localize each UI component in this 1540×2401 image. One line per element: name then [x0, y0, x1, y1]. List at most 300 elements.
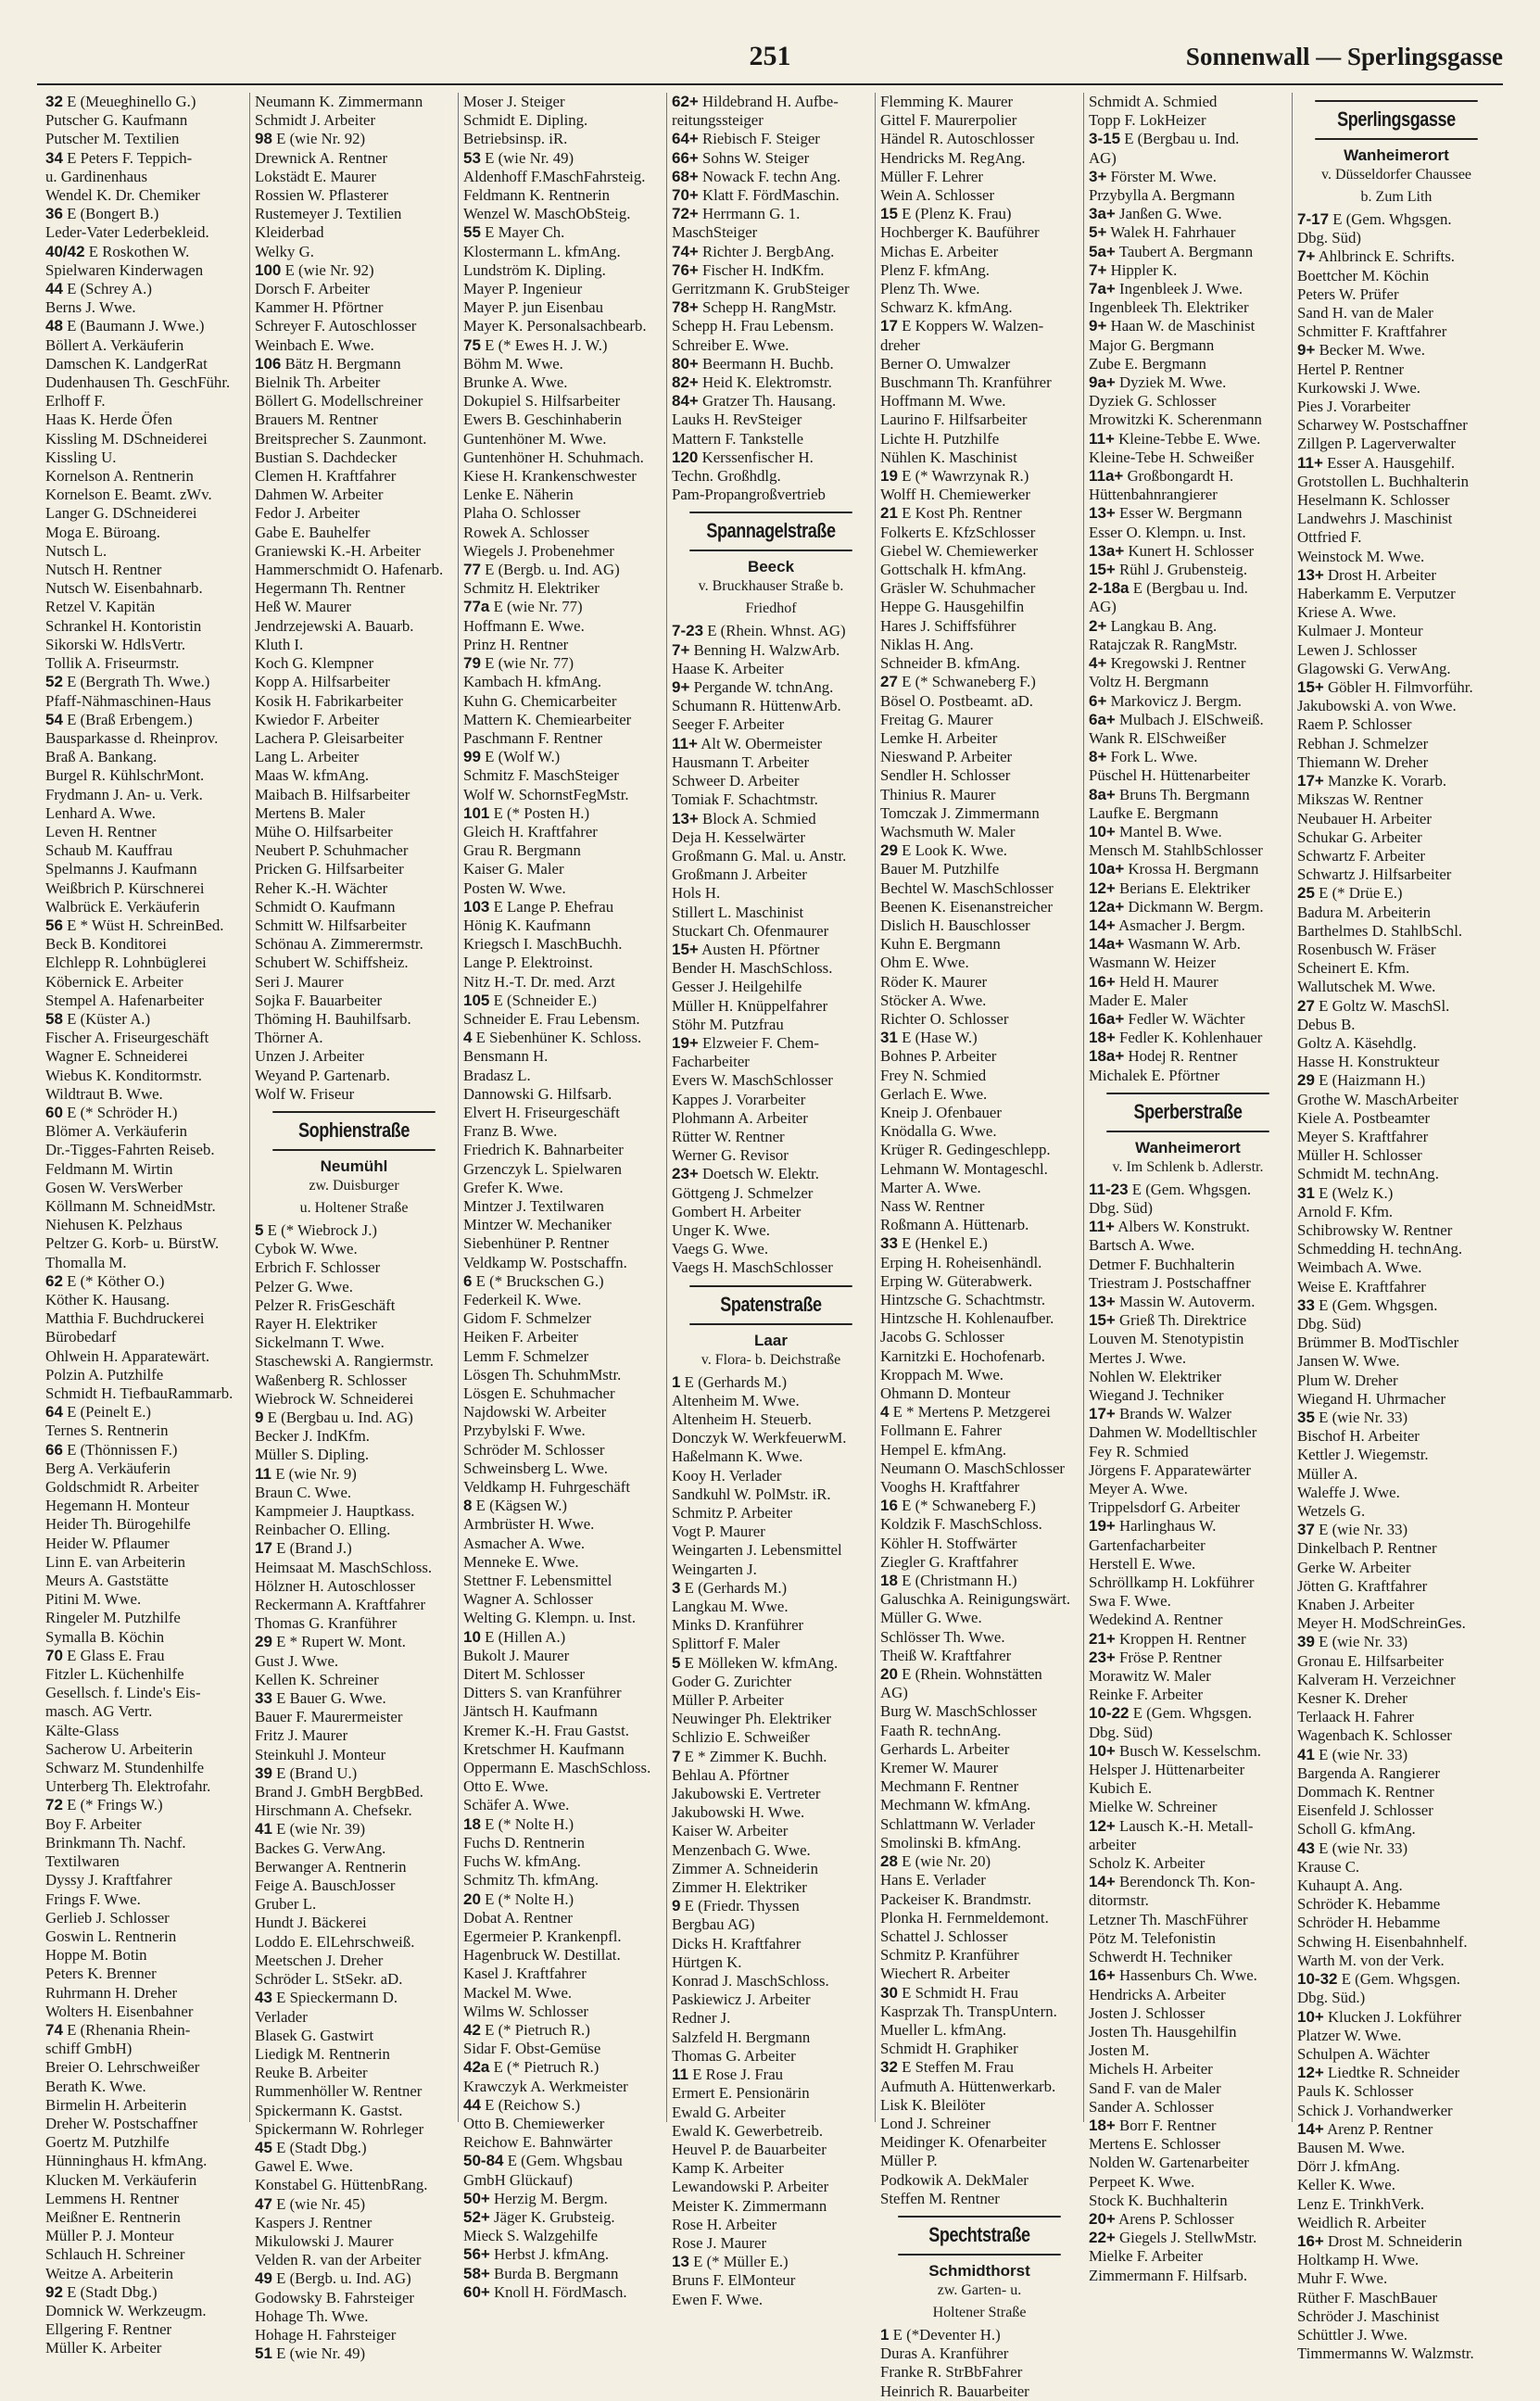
- entry-text: Gombert H. Arbeiter: [672, 1202, 802, 1220]
- entry-text: Müller H. Schlosser: [1297, 1146, 1422, 1165]
- entry-text: Kubich E.: [1089, 1779, 1153, 1798]
- directory-entry: [45, 841, 245, 860]
- house-number: 8a+: [1089, 785, 1116, 803]
- entry-text: Schlattmann W. Verlader: [880, 1814, 1035, 1833]
- directory-entry: [45, 1422, 245, 1440]
- entry-text: Kriegsch I. MaschBuchh.: [463, 935, 623, 954]
- entry-text: E (* Ewes H. J. W.): [485, 335, 608, 354]
- directory-entry: [672, 261, 870, 280]
- entry-text: E (Reichow S.): [485, 2095, 581, 2114]
- entry-text: Rowek A. Schlosser: [463, 523, 589, 541]
- directory-entry: [255, 1502, 453, 1521]
- directory-entry: [463, 1291, 662, 1309]
- directory-entry: [255, 2082, 453, 2101]
- entry-text: Hertel P. Rentner: [1297, 360, 1405, 378]
- directory-entry: [672, 373, 870, 392]
- entry-text: Mrowitzki K. Scherenmann: [1089, 411, 1262, 429]
- house-number: 15+: [672, 940, 699, 958]
- entry-text: Dislich H. Bauschlosser: [880, 916, 1030, 934]
- entry-text: Elvert H. Friseurgeschäft: [463, 1103, 620, 1121]
- directory-entry: [45, 261, 245, 280]
- directory-entry: [1089, 1330, 1287, 1348]
- entry-text: Alt W. Obermeister: [701, 734, 823, 752]
- directory-entry: [1297, 360, 1496, 379]
- entry-text: Wiegand J. Techniker: [1089, 1386, 1224, 1404]
- directory-entry: [880, 1815, 1079, 1834]
- directory-entry: [1297, 1858, 1496, 1877]
- house-number: 4: [880, 1403, 890, 1422]
- entry-text: E Peters F. Teppich-: [67, 148, 193, 167]
- directory-entry: [255, 2289, 453, 2307]
- directory-entry: [255, 1446, 453, 1464]
- directory-entry: [45, 168, 245, 186]
- directory-entry: [255, 1010, 453, 1029]
- directory-entry: [1089, 1010, 1287, 1029]
- directory-entry: [1297, 866, 1496, 884]
- directory-entry: [463, 411, 662, 429]
- entry-text: Manzke K. Vorarb.: [1328, 772, 1447, 790]
- directory-entry: [880, 692, 1079, 711]
- entry-text: Stillert L. Maschinist: [672, 903, 804, 921]
- directory-entry: [463, 1946, 662, 1965]
- directory-entry: [1297, 398, 1496, 416]
- house-number: 54: [45, 710, 63, 728]
- directory-entry: [672, 1654, 870, 1673]
- directory-entry: [255, 2251, 453, 2269]
- directory-entry: [255, 1577, 453, 1596]
- entry-text: Spickermann W. Rohrleger: [255, 2119, 424, 2138]
- entry-text: Mackel M. Wwe.: [463, 1983, 573, 2002]
- directory-entry: [672, 1240, 870, 1258]
- house-number: 58+: [463, 2264, 490, 2282]
- entry-text: Müller A.: [1297, 1464, 1358, 1483]
- entry-text: dreher: [880, 335, 920, 354]
- directory-entry: [463, 2040, 662, 2058]
- entry-text: Platzer W. Wwe.: [1297, 2026, 1402, 2044]
- entry-text: Duras A. Kranführer: [880, 2344, 1009, 2363]
- directory-entry: [45, 860, 245, 878]
- entry-text: Wiechert R. Arbeiter: [880, 1965, 1010, 1983]
- directory-entry: [1089, 1611, 1287, 1629]
- directory-entry: [672, 1841, 870, 1860]
- house-number: 4: [463, 1029, 473, 1047]
- entry-text: Lausch K.-H. Metall-: [1119, 1816, 1254, 1835]
- directory-entry: [672, 1935, 870, 1953]
- directory-entry: [880, 467, 1079, 486]
- directory-entry: [255, 1652, 453, 1671]
- directory-entry: [672, 1561, 870, 1579]
- house-number: 13: [672, 2253, 689, 2271]
- directory-entry: [45, 1328, 245, 1346]
- entry-text: Sohns W. Steiger: [702, 148, 810, 167]
- entry-text: Arenz P. Rentner: [1327, 2119, 1433, 2138]
- directory-entry: [1089, 1911, 1287, 1929]
- entry-text: Gronau E. Hilfsarbeiter: [1297, 1651, 1444, 1670]
- entry-text: Schweer D. Arbeiter: [672, 772, 800, 790]
- entry-text: Jacobs G. Schlosser: [880, 1328, 1004, 1346]
- street-range: v. Im Schlenk b. Adlerstr.: [1112, 1158, 1264, 1175]
- entry-text: Mader E. Maler: [1089, 991, 1188, 1009]
- entry-text: Schreyer F. Autoschlosser: [255, 317, 417, 335]
- entry-text: Lenhard A. Wwe.: [45, 803, 156, 822]
- entry-text: Lösgen Th. SchuhmMstr.: [463, 1365, 622, 1384]
- house-number: 56+: [463, 2245, 490, 2264]
- entry-text: Gruber L.: [255, 1895, 317, 1914]
- directory-entry: [463, 2152, 662, 2170]
- entry-text: Helsper J. Hüttenarbeiter: [1089, 1761, 1245, 1779]
- directory-entry: [463, 729, 662, 748]
- directory-entry: [463, 1515, 662, 1534]
- directory-entry: [1297, 2251, 1496, 2269]
- directory-entry: [1297, 941, 1496, 959]
- directory-entry: [463, 430, 662, 449]
- directory-entry: [45, 2040, 245, 2058]
- entry-text: Lange P. Elektroinst.: [463, 954, 593, 972]
- street-heading: Sophienstraße: [272, 1111, 435, 1151]
- directory-entry: [672, 810, 870, 828]
- entry-text: Mertes J. Wwe.: [1089, 1348, 1187, 1367]
- entry-text: Graniewski K.-H. Arbeiter: [255, 541, 421, 560]
- entry-text: Altenheim M. Wwe.: [672, 1391, 800, 1409]
- entry-text: Betriebsinsp. iR.: [463, 130, 568, 148]
- entry-text: E (*Deventer H.): [892, 2325, 1001, 2344]
- directory-entry: [1297, 810, 1496, 828]
- directory-entry: [1297, 1539, 1496, 1558]
- entry-text: Kornelson E. Beamt. zWv.: [45, 486, 212, 504]
- directory-entry: [1089, 1047, 1287, 1066]
- house-number: 15+: [1089, 1311, 1116, 1330]
- entry-text: Wedekind A. Rentner: [1089, 1611, 1223, 1629]
- house-number: 11+: [1089, 1218, 1115, 1236]
- entry-text: Mayer P. Ingenieur: [463, 280, 583, 298]
- house-number: 6: [463, 1271, 473, 1290]
- house-number: 16+: [1089, 1966, 1116, 1985]
- entry-text: Dobat A. Rentner: [463, 1908, 573, 1927]
- directory-entry: [255, 2326, 453, 2344]
- entry-text: Neumann O. MaschSchlosser: [880, 1459, 1066, 1477]
- entry-text: Mensch M. StahlbSchlosser: [1089, 841, 1263, 860]
- directory-entry: [45, 1984, 245, 2003]
- directory-entry: [45, 355, 245, 373]
- entry-text: Brunke A. Wwe.: [463, 373, 568, 392]
- directory-entry: [255, 130, 453, 148]
- directory-entry: [255, 1029, 453, 1047]
- directory-entry: [45, 149, 245, 168]
- directory-entry: [880, 2190, 1079, 2208]
- entry-text: Goertz M. Putzhilfe: [45, 2133, 170, 2152]
- house-number: 11: [672, 2066, 688, 2084]
- entry-text: Elzweier F. Chem-: [702, 1033, 819, 1052]
- entry-text: Hendricks M. RegAng.: [880, 148, 1026, 167]
- directory-entry: [1297, 1278, 1496, 1296]
- entry-text: Fedler K. Kohlenhauer: [1119, 1029, 1263, 1047]
- directory-entry: [672, 2028, 870, 2047]
- directory-entry: [45, 973, 245, 992]
- entry-text: Klucken M. Verkäuferin: [45, 2170, 197, 2189]
- house-number: 40/42: [45, 242, 85, 260]
- entry-text: Rossien W. Pflasterer: [255, 186, 389, 205]
- directory-entry: [463, 1347, 662, 1366]
- directory-entry: [1089, 1929, 1287, 1948]
- street-range: Friedhof: [745, 600, 797, 617]
- directory-entry: [1297, 790, 1496, 809]
- directory-entry: [45, 786, 245, 804]
- entry-text: Berns J. Wwe.: [45, 298, 136, 317]
- entry-text: Burg W. MaschSchlosser: [880, 1702, 1037, 1721]
- entry-text: Schaub M. Kauffrau: [45, 841, 173, 860]
- entry-text: Prinz H. Rentner: [463, 635, 569, 653]
- entry-text: Becker J. IndKfm.: [255, 1427, 370, 1446]
- directory-entry: [255, 1708, 453, 1726]
- directory-entry: [672, 280, 870, 298]
- directory-entry: [45, 1067, 245, 1085]
- entry-text: E (wie Nr. 92): [276, 130, 366, 148]
- entry-text: Drost M. Schneiderin: [1328, 2231, 1462, 2250]
- house-number: 7-17: [1297, 210, 1330, 228]
- directory-entry: [45, 2208, 245, 2227]
- entry-text: E (* Schröder H.): [67, 1103, 178, 1121]
- directory-entry: [255, 2008, 453, 2027]
- entry-text: Schmitz P. Kranführer: [880, 1946, 1019, 1965]
- house-number: 27: [1297, 996, 1315, 1015]
- entry-text: Schick J. Vorhandwerker: [1297, 2101, 1453, 2119]
- entry-text: Keller K. Wwe.: [1297, 2176, 1395, 2194]
- house-number: 64: [45, 1403, 63, 1422]
- house-number: 99: [463, 748, 481, 766]
- directory-entry: [880, 786, 1079, 804]
- entry-text: Gittel F. Maurerpolier: [880, 111, 1017, 130]
- entry-text: Karnitzki E. Hochofenarb.: [880, 1346, 1045, 1365]
- directory-entry: [1297, 1895, 1496, 1914]
- house-number: 60+: [463, 2282, 490, 2301]
- entry-text: Wagner E. Schneiderei: [45, 1047, 188, 1066]
- entry-text: Dicks H. Kraftfahrer: [672, 1934, 802, 1952]
- entry-text: Symalla B. Köchin: [45, 1627, 165, 1646]
- entry-text: E (Hillen A.): [485, 1627, 566, 1646]
- entry-text: Zimmer A. Schneiderin: [672, 1859, 818, 1877]
- entry-text: Michels H. Arbeiter: [1089, 2060, 1213, 2079]
- entry-text: AG): [1089, 598, 1117, 616]
- entry-text: AG): [880, 1684, 908, 1702]
- house-number: 7+: [1297, 247, 1316, 266]
- directory-entry: [1297, 416, 1496, 435]
- entry-text: Benning H. WalzwArb.: [693, 640, 840, 659]
- directory-entry: [45, 1927, 245, 1946]
- directory-entry: [880, 1179, 1079, 1197]
- entry-text: Gerke W. Arbeiter: [1297, 1558, 1411, 1576]
- directory-entry: [255, 2195, 453, 2214]
- directory-entry: [1297, 435, 1496, 453]
- entry-text: E Schmidt H. Frau: [902, 1983, 1018, 2002]
- directory-entry: [672, 772, 870, 790]
- directory-entry: [255, 1465, 453, 1484]
- column-4: [666, 93, 875, 2308]
- entry-text: Blömer A. Verkäuferin: [45, 1122, 188, 1141]
- directory-entry: [45, 898, 245, 916]
- entry-text: Schmedding H. technAng.: [1297, 1240, 1463, 1258]
- entry-text: E (Bergbau u. Ind. AG): [267, 1409, 413, 1426]
- entry-text: Jötten G. Kraftfahrer: [1297, 1576, 1428, 1595]
- entry-text: Birmelin H. Arbeiterin: [45, 2095, 187, 2114]
- house-number: 11-23: [1089, 1180, 1129, 1198]
- entry-text: Lisk K. Bleilöter: [880, 2095, 986, 2114]
- entry-text: Bradasz L.: [463, 1066, 531, 1084]
- house-number: 68+: [672, 167, 699, 185]
- entry-text: Dommach K. Rentner: [1297, 1783, 1434, 1801]
- entry-text: Federkeil K. Wwe.: [463, 1291, 582, 1308]
- directory-entry: [1089, 486, 1287, 504]
- directory-entry: [255, 1671, 453, 1689]
- directory-entry: [45, 2265, 245, 2283]
- directory-entry: [463, 786, 662, 804]
- directory-entry: [880, 1535, 1079, 1553]
- entry-text: Waleffe J. Wwe.: [1297, 1483, 1400, 1501]
- entry-text: Spelmanns J. Kaufmann: [45, 860, 197, 878]
- entry-text: Pam-Propangroßvertrieb: [672, 486, 826, 504]
- entry-text: E (wie Nr. 33): [1319, 1839, 1408, 1857]
- directory-entry: [255, 1315, 453, 1333]
- directory-entry: [45, 1740, 245, 1759]
- entry-text: Gabe E. Bauhelfer: [255, 523, 371, 541]
- directory-entry: [463, 2265, 662, 2283]
- entry-text: E (Bergb. u. Ind. AG): [276, 2269, 411, 2288]
- entry-text: Gesser J. Heilgehilfe: [672, 978, 802, 996]
- column-3: [458, 93, 666, 2301]
- entry-text: Linn E. van Arbeiterin: [45, 1552, 185, 1571]
- entry-text: E (Bongert B.): [67, 205, 159, 223]
- house-number: 6a+: [1089, 710, 1116, 728]
- directory-entry: [1297, 1184, 1496, 1203]
- directory-entry: [880, 1909, 1079, 1927]
- entry-text: Pauls K. Schlosser: [1297, 2082, 1414, 2101]
- directory-entry: [45, 2021, 245, 2040]
- directory-entry: [45, 1590, 245, 1609]
- directory-entry: [672, 1915, 870, 1934]
- entry-text: E (Kägsen W.): [475, 1497, 568, 1515]
- entry-text: Ohm E. Wwe.: [880, 954, 969, 972]
- entry-text: E (wie Nr. 33): [1319, 1521, 1408, 1539]
- directory-entry: [45, 2302, 245, 2320]
- entry-text: Armbrüster H. Wwe.: [463, 1515, 595, 1534]
- entry-text: Grau R. Bergmann: [463, 841, 581, 860]
- directory-entry: [672, 1184, 870, 1203]
- directory-entry: [463, 1085, 662, 1104]
- directory-entry: [672, 2066, 870, 2084]
- directory-entry: [880, 542, 1079, 561]
- entry-text: Schubert W. Schiffsheiz.: [255, 954, 409, 972]
- directory-entry: [880, 1946, 1079, 1965]
- directory-entry: [463, 1535, 662, 1553]
- directory-entry: [672, 392, 870, 411]
- directory-entry: [1089, 467, 1287, 486]
- directory-entry: [880, 355, 1079, 373]
- directory-entry: [255, 1539, 453, 1558]
- directory-entry: [45, 1665, 245, 1684]
- entry-text: Velden R. van der Arbeiter: [255, 2251, 422, 2269]
- entry-text: Lichte H. Putzhilfe: [880, 429, 1000, 448]
- entry-text: Ingenbleek Th. Elektriker: [1089, 298, 1249, 317]
- directory-entry: [1297, 1128, 1496, 1146]
- house-number: 79: [463, 654, 481, 673]
- directory-entry: [672, 111, 870, 130]
- entry-text: Heselmann K. Schlosser: [1297, 491, 1450, 510]
- entry-text: Klostermann L. kfmAng.: [463, 242, 621, 260]
- entry-text: Hoffmann M. Wwe.: [880, 392, 1006, 411]
- entry-text: Händel R. Autoschlosser: [880, 130, 1035, 148]
- directory-entry: [880, 1010, 1079, 1029]
- directory-entry: [672, 1053, 870, 1071]
- entry-text: Müller P. Arbeiter: [672, 1691, 784, 1710]
- directory-entry: [880, 954, 1079, 972]
- entry-text: Nieswand P. Arbeiter: [880, 748, 1013, 766]
- directory-entry: [463, 973, 662, 992]
- entry-text: Franz B. Wwe.: [463, 1122, 558, 1141]
- directory-entry: [463, 205, 662, 223]
- entry-text: Weidlich R. Arbeiter: [1297, 2213, 1426, 2231]
- entry-text: Peters W. Prüfer: [1297, 284, 1399, 303]
- entry-text: E * Mertens P. Metzgerei: [892, 1403, 1051, 1422]
- entry-text: Lewandowski P. Arbeiter: [672, 2178, 829, 2196]
- directory-entry: [1089, 1761, 1287, 1779]
- directory-entry: [1297, 1016, 1496, 1034]
- directory-entry: [255, 168, 453, 186]
- directory-entry: [1089, 1873, 1287, 1891]
- directory-entry: [45, 1047, 245, 1066]
- directory-entry: [1297, 2326, 1496, 2344]
- directory-entry: [1089, 992, 1287, 1010]
- entry-text: Schröder L. StSekr. aD.: [255, 1970, 403, 1989]
- house-number: 20: [880, 1665, 898, 1684]
- house-number: 14+: [1297, 2119, 1324, 2138]
- entry-text: Niehusen K. Pelzhaus: [45, 1216, 183, 1234]
- house-number: 43: [255, 1989, 272, 2007]
- directory-entry: [463, 1010, 662, 1029]
- entry-text: Schmitz P. Arbeiter: [672, 1504, 793, 1522]
- entry-text: Unterberg Th. Elektrofahr.: [45, 1777, 211, 1796]
- entry-text: Dokupiel S. Hilfsarbeiter: [463, 392, 621, 411]
- directory-entry: [880, 149, 1079, 168]
- directory-entry: [1297, 1427, 1496, 1446]
- directory-entry: [1297, 454, 1496, 473]
- directory-entry: [45, 1254, 245, 1272]
- directory-entry: [45, 1010, 245, 1029]
- directory-entry: [1089, 298, 1287, 317]
- directory-entry: [463, 898, 662, 916]
- entry-text: Vaegs H. MaschSchlosser: [672, 1258, 833, 1277]
- directory-entry: [463, 130, 662, 148]
- directory-entry: [880, 673, 1079, 691]
- directory-entry: [1297, 1820, 1496, 1839]
- directory-entry: [1297, 828, 1496, 847]
- running-title: Sonnenwall — Sperlingsgasse: [1185, 43, 1503, 70]
- directory-entry: [880, 598, 1079, 616]
- house-number: 70+: [672, 186, 699, 205]
- directory-entry: [1089, 2247, 1287, 2266]
- directory-entry: [463, 2227, 662, 2245]
- directory-entry: [1297, 1914, 1496, 1932]
- directory-entry: [463, 2208, 662, 2227]
- directory-entry: [1297, 229, 1496, 247]
- directory-entry: [880, 1422, 1079, 1440]
- house-number: 1: [672, 1372, 681, 1391]
- entry-text: Beck B. Konditorei: [45, 935, 167, 954]
- directory-entry: [45, 1403, 245, 1422]
- house-number: 41: [1297, 1745, 1315, 1763]
- entry-text: Buschmann Th. Kranführer: [880, 373, 1052, 392]
- entry-text: Ewald K. Gewerbetreib.: [672, 2121, 824, 2140]
- entry-text: Müller G. Wwe.: [880, 1609, 982, 1627]
- house-number: 77: [463, 561, 481, 579]
